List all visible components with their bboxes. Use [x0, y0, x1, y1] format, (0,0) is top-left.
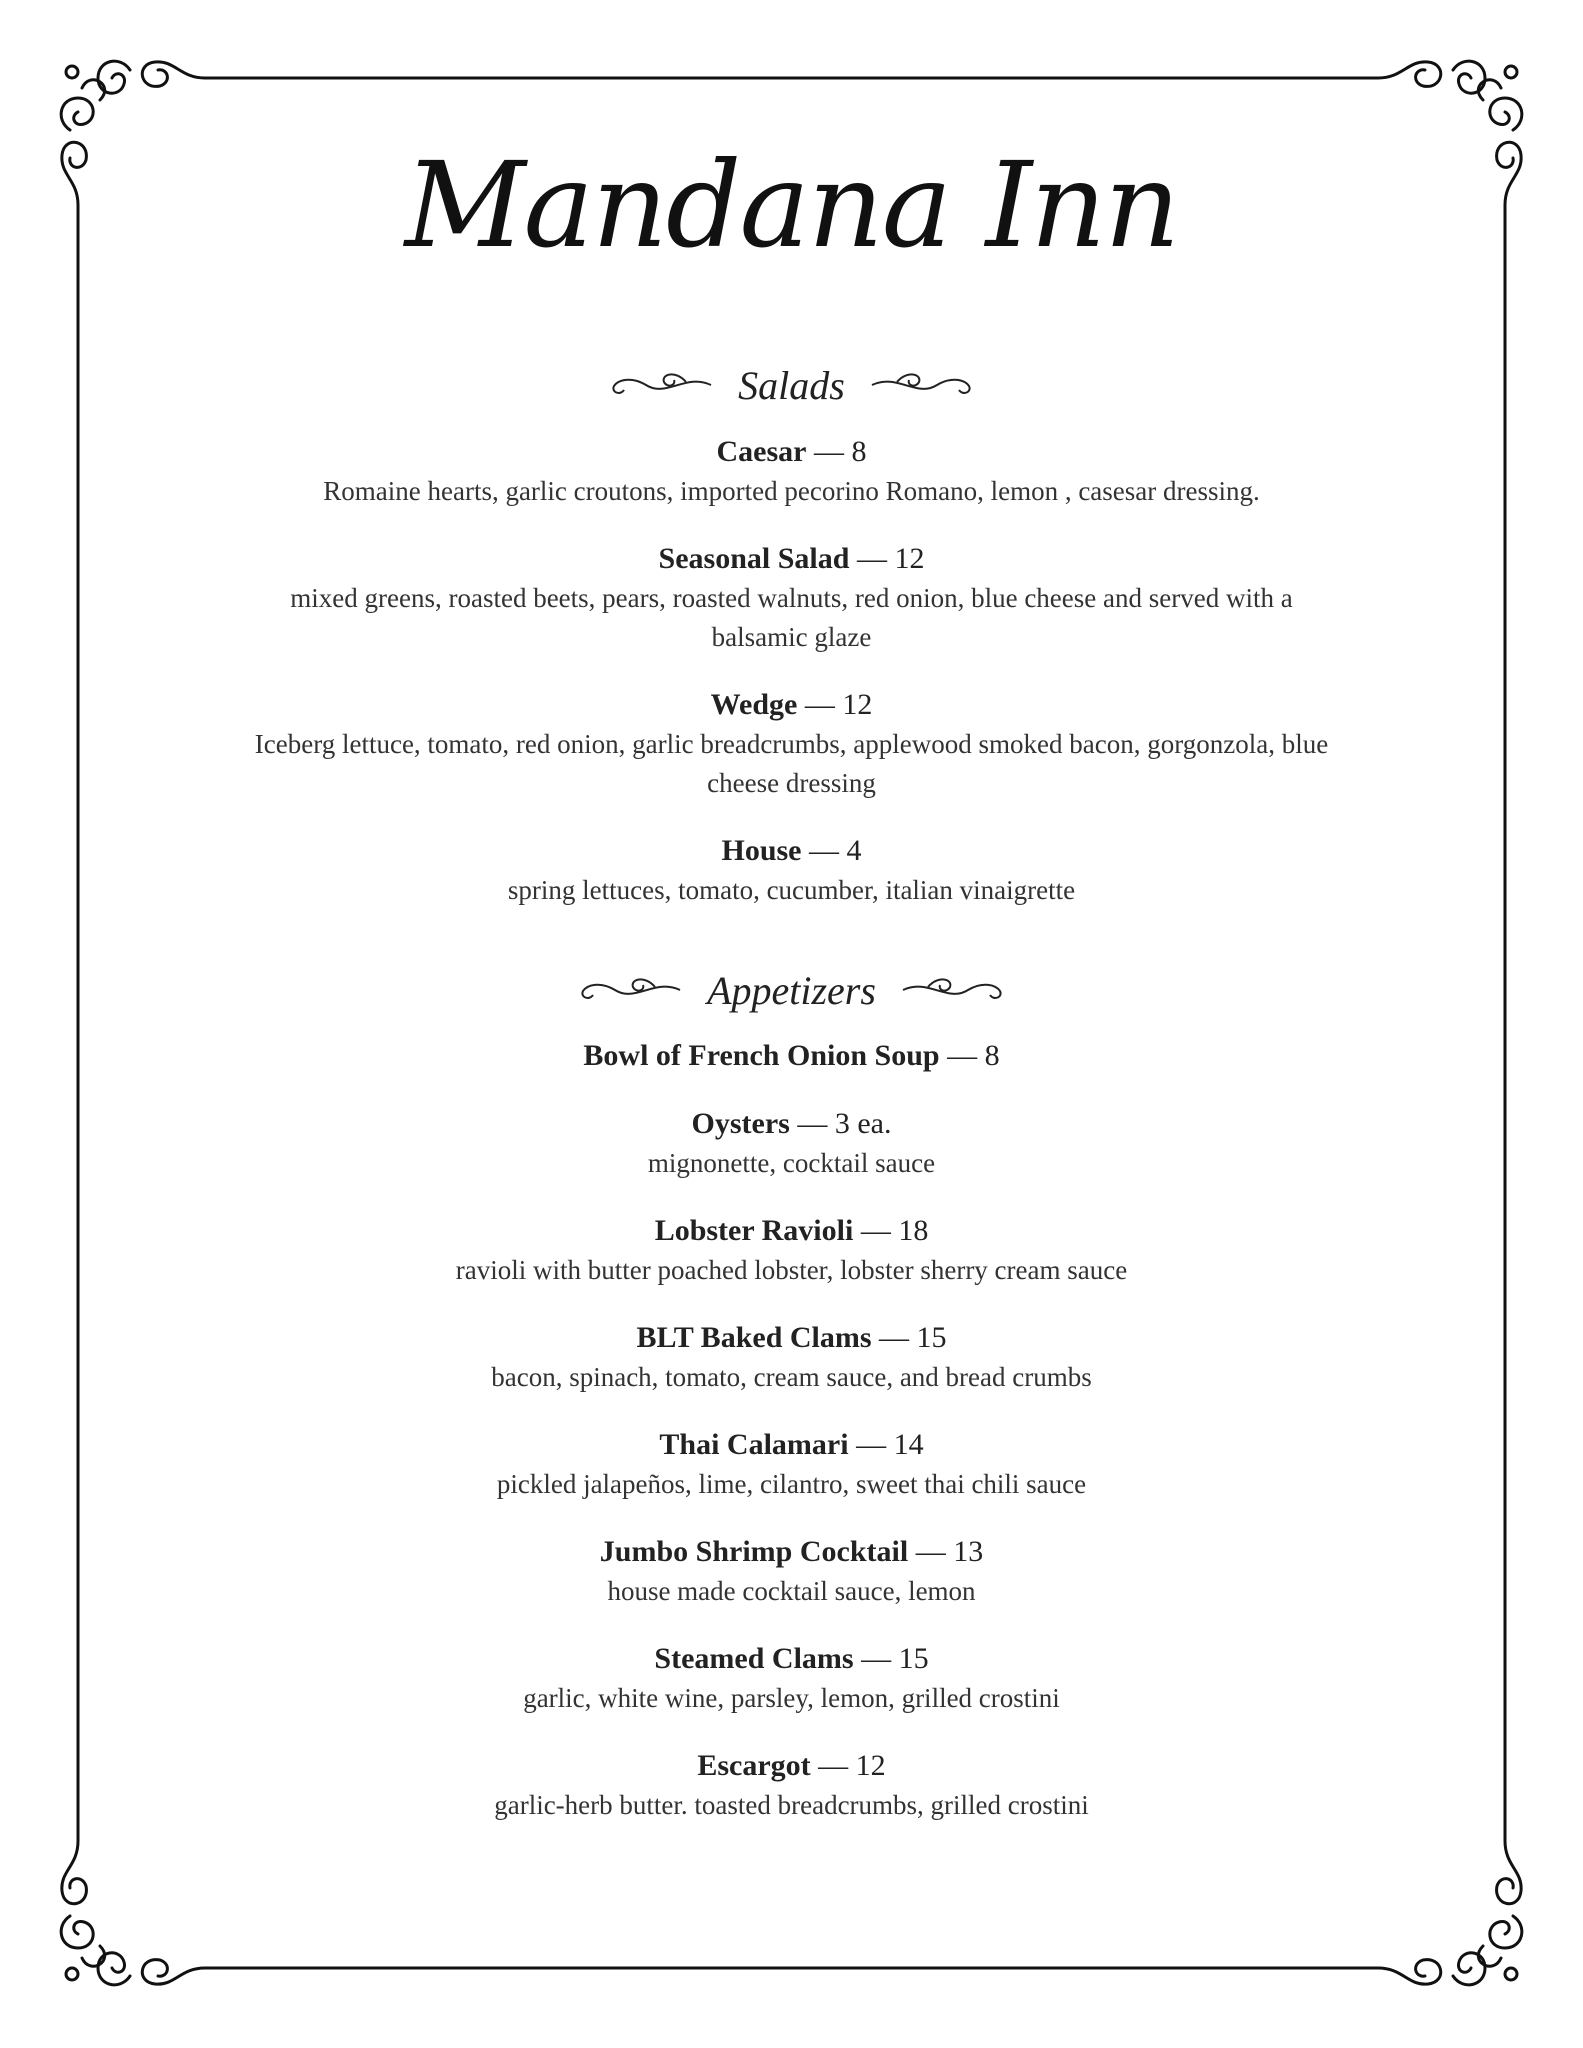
section-title: Salads	[738, 362, 845, 408]
item-description: house made cocktail sauce, lemon	[607, 1576, 976, 1606]
item-description: mignonette, cocktail sauce	[647, 1148, 936, 1178]
salads-list	[0, 432, 1583, 938]
item-price: 3 ea.	[834, 1107, 892, 1140]
menu-item: Caesar — 8 Romaine hearts, garlic croutons, imported pecorino Romano, lemon , casesar dressing.	[0, 432, 1583, 511]
item-price: 15	[898, 1642, 929, 1675]
menu-item: Thai Calamari — 14 pickled jalapeños, lime, cilantro, sweet thai chili sauce	[0, 1425, 1583, 1504]
menu-item: Wedge — 12 Iceberg lettuce, tomato, red onion, garlic breadcrumbs, applewood smoked bacon, gorgonzola, blue cheese dressing	[0, 685, 1583, 803]
menu-item: Oysters — 3 ea. mignonette, cocktail sauce	[0, 1104, 1583, 1183]
item-description: pickled jalapeños, lime, cilantro, sweet thai chili sauce	[496, 1469, 1087, 1499]
item-name: Escargot	[697, 1749, 811, 1782]
appetizers-list	[0, 1036, 1583, 1853]
flourish-right-icon	[867, 368, 977, 402]
restaurant-name: Mandana Inn	[404, 136, 1179, 274]
item-name: Wedge	[710, 688, 798, 721]
item-name: Thai Calamari	[659, 1428, 849, 1461]
flourish-left-icon	[606, 368, 716, 402]
menu-item: Seasonal Salad — 12 mixed greens, roasted beets, pears, roasted walnuts, red onion, blue cheese and served with a balsamic glaze	[0, 539, 1583, 657]
item-name: Steamed Clams	[654, 1642, 854, 1675]
flourish-right-icon	[898, 973, 1008, 1007]
item-price: 13	[953, 1535, 984, 1568]
item-description: Romaine hearts, garlic croutons, imported pecorino Romano, lemon , casesar dressing.	[323, 476, 1260, 506]
item-price: 4	[846, 834, 862, 867]
menu-item: BLT Baked Clams — 15 bacon, spinach, tomato, cream sauce, and bread crumbs	[0, 1318, 1583, 1397]
item-price: 15	[916, 1321, 947, 1354]
item-price: 12	[894, 542, 925, 575]
menu-item: House — 4 spring lettuces, tomato, cucumber, italian vinaigrette	[0, 831, 1583, 910]
item-name: BLT Baked Clams	[636, 1321, 872, 1354]
item-name: Lobster Ravioli	[654, 1214, 854, 1247]
item-name: House	[721, 834, 802, 867]
item-price: 8	[851, 435, 867, 468]
flourish-left-icon	[575, 973, 685, 1007]
item-name: Jumbo Shrimp Cocktail	[599, 1535, 909, 1568]
section-header-salads	[0, 355, 1583, 415]
item-description: spring lettuces, tomato, cucumber, italian vinaigrette	[507, 875, 1076, 905]
section-title: Appetizers	[707, 967, 876, 1013]
menu-item: Steamed Clams — 15 garlic, white wine, parsley, lemon, grilled crostini	[0, 1639, 1583, 1718]
item-description: garlic, white wine, parsley, lemon, grilled crostini	[523, 1683, 1060, 1713]
item-description: mixed greens, roasted beets, pears, roasted walnuts, red onion, blue cheese and served with a balsamic glaze	[290, 583, 1293, 652]
menu-item: Escargot — 12 garlic-herb butter. toasted breadcrumbs, grilled crostini	[0, 1746, 1583, 1825]
item-price: 8	[984, 1039, 1000, 1072]
menu-item: Bowl of French Onion Soup — 8	[583, 1039, 1000, 1072]
item-price: 18	[898, 1214, 929, 1247]
item-price: 14	[893, 1428, 924, 1461]
section-header-appetizers	[0, 960, 1583, 1020]
item-description: ravioli with butter poached lobster, lobster sherry cream sauce	[455, 1255, 1128, 1285]
menu-item: Jumbo Shrimp Cocktail — 13 house made cocktail sauce, lemon	[0, 1532, 1583, 1611]
item-name: Seasonal Salad	[658, 542, 850, 575]
menu-item: Lobster Ravioli — 18 ravioli with butter poached lobster, lobster sherry cream sauce	[0, 1211, 1583, 1290]
item-description: Iceberg lettuce, tomato, red onion, garlic breadcrumbs, applewood smoked bacon, gorgonzola, blue cheese dressing	[254, 729, 1329, 798]
item-description: garlic-herb butter. toasted breadcrumbs, grilled crostini	[494, 1790, 1089, 1820]
item-description: bacon, spinach, tomato, cream sauce, and bread crumbs	[491, 1362, 1092, 1392]
item-name: Oysters	[691, 1107, 790, 1140]
item-name: Caesar	[716, 435, 807, 468]
item-price: 12	[855, 1749, 886, 1782]
item-name: Bowl of French Onion Soup	[583, 1039, 940, 1072]
item-price: 12	[842, 688, 873, 721]
